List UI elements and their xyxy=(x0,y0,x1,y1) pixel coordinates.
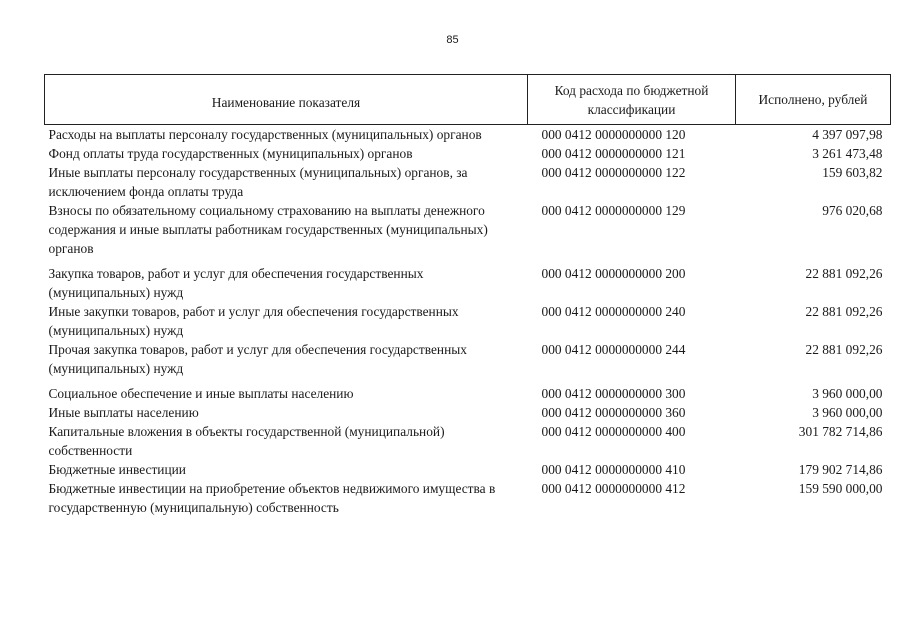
cell-code: 000 0412 0000000000 244 xyxy=(541,342,686,357)
cell-name: Прочая закупка товаров, работ и услуг для обеспечения государственных (муниципальных) нужд xyxy=(48,342,467,376)
cell-name: Социальное обеспечение и иные выплаты населению xyxy=(48,386,354,401)
cell-amount: 3 261 473,48 xyxy=(812,146,883,161)
cell-name: Иные выплаты населению xyxy=(48,405,199,420)
cell-code: 000 0412 0000000000 410 xyxy=(541,462,686,477)
cell-code: 000 0412 0000000000 200 xyxy=(541,266,686,281)
table-row xyxy=(45,144,891,163)
expenditure-table xyxy=(44,74,891,517)
table-row xyxy=(45,479,891,517)
column-header-code: Код расхода по бюджетной классификации xyxy=(528,75,736,125)
cell-amount: 3 960 000,00 xyxy=(812,405,883,420)
cell-name: Взносы по обязательному социальному страхованию на выплаты денежного содержания и иные выплаты работникам государственных (муниципальных) органов xyxy=(48,203,488,256)
cell-code: 000 0412 0000000000 360 xyxy=(541,405,686,420)
table-row xyxy=(45,384,891,403)
cell-name: Закупка товаров, работ и услуг для обеспечения государственных (муниципальных) нужд xyxy=(48,266,424,300)
cell-amount: 159 590 000,00 xyxy=(798,481,883,496)
cell-amount: 179 902 714,86 xyxy=(798,462,883,477)
cell-code: 000 0412 0000000000 240 xyxy=(541,304,686,319)
cell-amount: 4 397 097,98 xyxy=(812,127,883,142)
column-header-name: Наименование показателя xyxy=(45,75,528,125)
table-row xyxy=(45,201,891,264)
table-row xyxy=(45,460,891,479)
cell-code: 000 0412 0000000000 121 xyxy=(541,146,686,161)
cell-name: Фонд оплаты труда государственных (муниципальных) органов xyxy=(48,146,413,161)
table-header-row xyxy=(45,75,891,125)
table-row xyxy=(45,302,891,340)
cell-amount: 159 603,82 xyxy=(822,165,883,180)
cell-amount: 22 881 092,26 xyxy=(805,342,883,357)
cell-code: 000 0412 0000000000 412 xyxy=(541,481,686,496)
cell-name: Бюджетные инвестиции xyxy=(48,462,186,477)
table-row xyxy=(45,163,891,201)
cell-amount: 3 960 000,00 xyxy=(812,386,883,401)
table-row xyxy=(45,125,891,145)
cell-name: Капитальные вложения в объекты государственной (муниципальной) собственности xyxy=(48,424,445,458)
table-row xyxy=(45,422,891,460)
cell-code: 000 0412 0000000000 400 xyxy=(541,424,686,439)
column-header-amount: Исполнено, рублей xyxy=(736,75,891,125)
table-row xyxy=(45,264,891,302)
cell-code: 000 0412 0000000000 300 xyxy=(541,386,686,401)
cell-amount: 22 881 092,26 xyxy=(805,266,883,281)
page-number: 85 xyxy=(446,34,459,46)
cell-name: Иные выплаты персоналу государственных (муниципальных) органов, за исключением фонда оплаты труда xyxy=(48,165,468,199)
cell-code: 000 0412 0000000000 122 xyxy=(541,165,686,180)
cell-amount: 22 881 092,26 xyxy=(805,304,883,319)
cell-code: 000 0412 0000000000 120 xyxy=(541,127,686,142)
cell-name: Иные закупки товаров, работ и услуг для обеспечения государственных (муниципальных) нужд xyxy=(48,304,459,338)
table-row xyxy=(45,340,891,384)
cell-amount: 301 782 714,86 xyxy=(798,424,883,439)
cell-name: Расходы на выплаты персоналу государственных (муниципальных) органов xyxy=(48,127,482,142)
cell-amount: 976 020,68 xyxy=(822,203,883,218)
cell-name: Бюджетные инвестиции на приобретение объектов недвижимого имущества в государственную (муниципальную) собственность xyxy=(48,481,496,515)
table-row xyxy=(45,403,891,422)
cell-code: 000 0412 0000000000 129 xyxy=(541,203,686,218)
